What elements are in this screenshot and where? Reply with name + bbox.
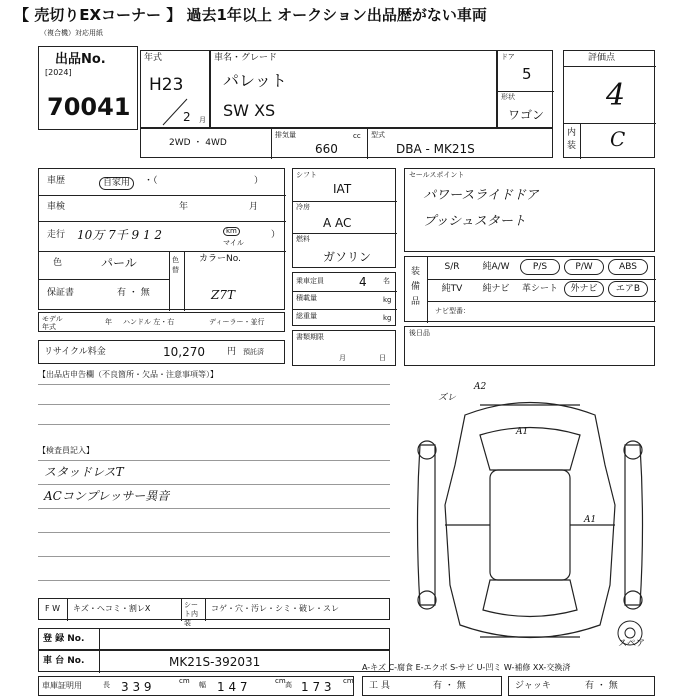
declaration-title: 【出品店申告欄（不良箇所・欠品・注意事項等）】	[38, 370, 218, 379]
arrival-box	[404, 326, 655, 366]
jack-box	[508, 676, 655, 696]
score-label: 評価点	[588, 53, 616, 63]
equipment-item-abs: ABS	[608, 259, 648, 275]
cert-length-label: 長	[103, 681, 110, 689]
capacity-label: 乗車定員	[296, 277, 324, 285]
history-dot: ・（	[144, 176, 158, 186]
spare-label: スペア	[618, 639, 646, 649]
seat-label: シート内装	[184, 601, 198, 627]
car-damage-diagram	[405, 375, 655, 665]
mark-a1-side: A1	[584, 515, 597, 525]
shape-value: ワゴン	[508, 108, 545, 122]
equipment-item-sr: S/R	[444, 262, 460, 272]
colorno-label: カラーNo.	[199, 254, 241, 264]
colorno-value: Z7T	[211, 288, 235, 302]
history-private: 自家用	[99, 177, 134, 190]
model-year-unit: 年	[105, 318, 112, 326]
year-month-unit: 月	[199, 116, 206, 124]
inspection-label: 車検	[47, 202, 66, 212]
mark-a1-top: A1	[516, 427, 529, 437]
model-name: パレット	[223, 71, 287, 90]
ac-label: 冷房	[296, 203, 310, 211]
cert-width-label: 幅	[199, 681, 206, 689]
record-day: 日	[379, 354, 386, 362]
history-close: ）	[254, 176, 264, 186]
year-era: H23	[149, 75, 184, 95]
mileage-km: km	[223, 227, 240, 236]
mark-a2: A2	[474, 382, 487, 392]
cert-cm-3: cm	[343, 677, 354, 685]
details-box	[38, 168, 285, 310]
lot-stamp: [2024]	[45, 68, 72, 77]
fuel-value: ガソリン	[323, 250, 372, 264]
displacement-unit: cc	[353, 132, 361, 140]
capacity-value: 4	[359, 275, 367, 289]
inspector-line1: スタッドレスT	[44, 465, 124, 479]
capacity-unit: 名	[383, 277, 390, 285]
gross-unit: kg	[383, 314, 392, 322]
cert-label: 車庫証明用	[42, 681, 82, 690]
seat-items: コゲ・穴・汚レ・シミ・破レ・スレ	[211, 604, 339, 613]
color-label: 色	[53, 258, 63, 268]
inspection-month: 月	[249, 202, 259, 212]
mark-zure: ズレ	[438, 393, 457, 403]
lot-label: 出品No.	[55, 52, 106, 67]
sales-point-line2: プッシュスタート	[423, 214, 526, 229]
doors-box	[497, 50, 553, 128]
year-slash	[159, 97, 189, 127]
recycle-label: リサイクル料金	[44, 347, 106, 357]
equipment-item-tv: 純TV	[441, 284, 463, 294]
fuel-label: 燃料	[296, 235, 310, 243]
sales-point-box	[404, 168, 655, 252]
cert-height: 1 7 3	[301, 680, 332, 694]
year-label: 年式	[144, 53, 163, 63]
type-value: DBA - MK21S	[396, 142, 475, 156]
equipment-item-pw: P/W	[564, 259, 604, 275]
cert-cm-2: cm	[275, 677, 286, 685]
equipment-item-: 純ナビ	[482, 284, 510, 294]
score-box	[563, 50, 655, 158]
equipment-item-b: エアB	[608, 281, 648, 297]
fw-damage: キズ・ヘコミ・割レX	[73, 604, 151, 613]
record-month: 月	[339, 354, 346, 362]
recycle-box	[38, 340, 285, 364]
equipment-item-: 革シート	[521, 284, 558, 294]
model-box	[210, 50, 497, 128]
handle: ハンドル 左・右	[123, 318, 175, 326]
equipment-item-: 外ナビ	[564, 281, 604, 297]
doors-label: ドア	[501, 53, 515, 61]
chassis-value: MK21S-392031	[169, 655, 261, 669]
cert-cm-1: cm	[179, 677, 190, 685]
displacement-label: 排気量	[275, 131, 296, 139]
recycle-unit: 円	[227, 347, 237, 357]
tools-box	[362, 676, 502, 696]
score-value: 4	[606, 78, 626, 113]
displacement-value: 660	[315, 142, 338, 156]
navi-label: ナビ型番：	[435, 307, 470, 315]
model-year-row	[38, 312, 285, 332]
subheader: （複合機）対応用紙	[40, 29, 103, 37]
shape-label: 形状	[501, 93, 515, 101]
lot-box	[38, 46, 138, 130]
lot-number: 70041	[47, 93, 131, 121]
recycle-value: 10,270	[163, 345, 205, 359]
banner-title: 【 売切りEXコーナー 】 過去1年以上 オークション出品歴がない車両	[14, 6, 487, 24]
capacity-box	[292, 272, 396, 326]
drive: 2WD ・ 4WD	[169, 138, 227, 148]
mileage-value: 10万 7千 9 1 2	[77, 228, 163, 242]
arrival-label: 後日品	[409, 329, 430, 337]
chassis-label: 車 台 No.	[43, 656, 85, 666]
chassis-box	[38, 650, 390, 672]
mileage-mile: マイル	[223, 239, 244, 247]
inspection-year: 年	[179, 202, 189, 212]
jack-value: 有 ・ 無	[585, 681, 618, 691]
cert-length: 3 3 9	[121, 680, 152, 694]
type-label: 型式	[371, 131, 385, 139]
model-label: 車名・グレード	[214, 53, 278, 63]
jack-label: ジャッキ	[515, 681, 551, 691]
sales-point-label: セールスポイント	[409, 171, 465, 179]
year-month: 2	[183, 110, 191, 124]
cert-height-label: 高	[285, 681, 292, 689]
model-grade: SW XS	[223, 101, 276, 120]
record-label: 書類期限	[296, 333, 324, 341]
cert-width: 1 4 7	[217, 680, 248, 694]
shift-value: IAT	[333, 182, 352, 196]
tools-value: 有 ・ 無	[433, 681, 466, 691]
inspector-label: 【検査員記入】	[38, 446, 94, 455]
equipment-item-ps: P/S	[520, 259, 560, 275]
shift-label: シフト	[296, 171, 317, 179]
damage-legend: A-キズ C-腐食 E-エクボ S-サビ U-凹ミ W-補修 XX-交換済	[362, 663, 571, 672]
mileage-close: ）	[271, 230, 281, 240]
cert-box	[38, 676, 354, 696]
year-box	[140, 50, 210, 128]
doors-value: 5	[522, 65, 532, 83]
dealer: ディーラー・並行	[209, 318, 265, 326]
warranty-value: 有 ・ 無	[117, 288, 150, 298]
equipment-item-aw: 純A/W	[482, 262, 510, 272]
interior-label: 内装	[567, 128, 577, 151]
equipment-label: 装備品	[411, 267, 421, 307]
registration-label: 登 録 No.	[43, 634, 85, 644]
ac-value: A AC	[323, 216, 352, 230]
shift-box	[292, 168, 396, 268]
sales-point-line1: パワースライドドア	[423, 188, 539, 203]
load-label: 積載量	[296, 294, 317, 302]
spec-row-box	[140, 128, 553, 158]
load-unit: kg	[383, 296, 392, 304]
color-repaint: 色替	[172, 256, 179, 274]
interior-value: C	[610, 127, 626, 151]
history-label: 車歴	[47, 176, 66, 186]
color-value: パール	[101, 256, 137, 270]
registration-box	[38, 628, 390, 650]
gross-label: 総重量	[296, 312, 317, 320]
fw-row	[38, 598, 390, 627]
warranty-label: 保証書	[47, 288, 75, 298]
record-box	[292, 330, 396, 366]
tools-label: 工 具	[369, 681, 390, 691]
inspector-line2: ACコンプレッサー異音	[44, 489, 170, 503]
fw-label: F W	[45, 604, 61, 613]
recycle-note: 預託済	[243, 348, 264, 356]
mileage-label: 走行	[47, 230, 66, 240]
model-year-label: モデル年式	[42, 315, 63, 331]
